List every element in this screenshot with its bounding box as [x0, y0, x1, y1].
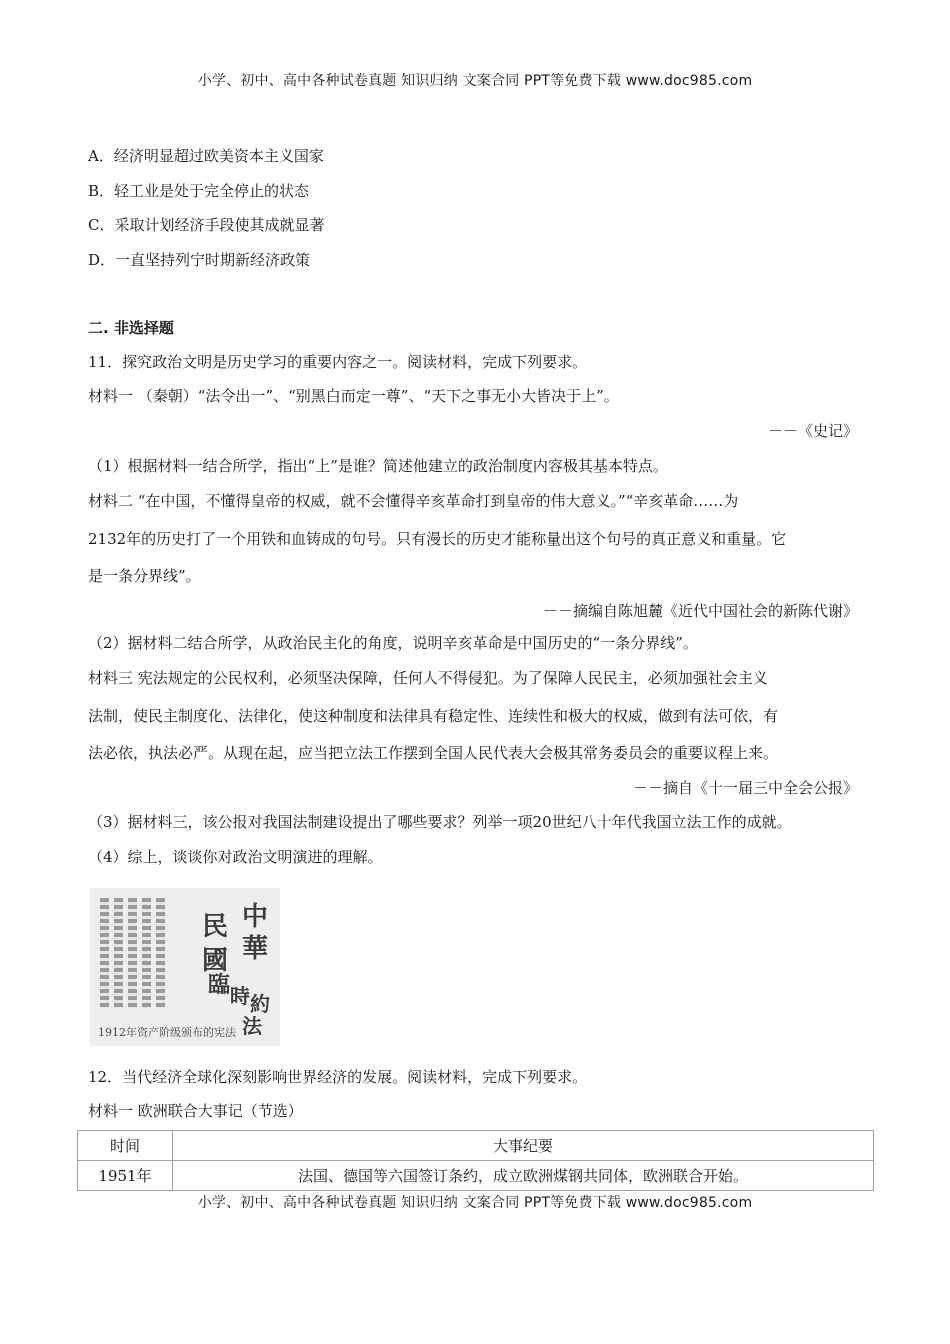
- q11-part-3: （3）据材料三，该公报对我国法制建设提出了哪些要求？列举一项20世纪八十年代我国立法工作的成就。: [88, 813, 792, 831]
- table-header-time: 时间: [78, 1131, 173, 1161]
- q11-material-3-source: －－摘自《十一届三中全会公报》: [632, 779, 858, 797]
- q11-part-2: （2）据材料二结合所学，从政治民主化的角度，说明辛亥革命是中国历史的“一条分界线”。: [88, 634, 698, 652]
- constitution-photo: [90, 888, 280, 1046]
- photo-text-column: [114, 898, 123, 1008]
- option-c: C．采取计划经济手段使其成就显著: [88, 216, 325, 234]
- photo-text-column: [128, 898, 137, 1008]
- q11-material-3-line-2: 法制，使民主制度化、法律化，使这种制度和法律具有稳定性、连续性和极大的权威，做到有法可依，有: [88, 707, 779, 725]
- photo-stamp-char: 國: [202, 946, 229, 976]
- option-b: B．轻工业是处于完全停止的状态: [88, 182, 310, 200]
- option-d: D．一直坚持列宁时期新经济政策: [88, 251, 311, 269]
- table-row: [78, 1161, 874, 1191]
- q11-material-2-line-3: 是一条分界线”。: [88, 567, 201, 585]
- q11-material-2-line-1: 材料二 “在中国，不懂得皇帝的权威，就不会懂得辛亥革命打到皇帝的伟大意义。”“辛亥革命……为: [88, 492, 739, 510]
- photo-stamp-char: 中: [242, 902, 269, 932]
- q11-material-2-source: －－摘编自陈旭麓《近代中国社会的新陈代谢》: [542, 602, 858, 620]
- q11-material-2-line-2: 2132年的历史打了一个用铁和血铸成的句号。只有漫长的历史才能称量出这个句号的真正意义和重量。它: [88, 530, 787, 548]
- photo-stamp-char: 法: [242, 1014, 262, 1038]
- q11-material-1-source: －－《史记》: [767, 422, 858, 440]
- photo-text-column: [156, 898, 165, 1008]
- table-cell-event: 法国、德国等六国签订条约，成立欧洲煤钢共同体，欧洲联合开始。: [173, 1161, 874, 1191]
- q11-material-1: 材料一 （秦朝）“法令出一”、“别黑白而定一尊”、“天下之事无小大皆决于上”。: [88, 387, 619, 405]
- q11-part-1: （1）根据材料一结合所学，指出“上”是谁？简述他建立的政治制度内容极其基本特点。: [88, 457, 668, 475]
- page-header: 小学、初中、高中各种试卷真题 知识归纳 文案合同 PPT等免费下载 www.doc985.com: [197, 73, 753, 89]
- table-header-event: 大事纪要: [173, 1131, 874, 1161]
- photo-text-column: [142, 898, 151, 1008]
- q12-material-1-title: 材料一 欧洲联合大事记（节选）: [88, 1102, 303, 1120]
- section-title: 二. 非选择题: [88, 319, 174, 337]
- photo-stamp-char: 臨: [208, 972, 231, 998]
- table-cell-time: 1951年: [78, 1161, 173, 1191]
- q11-stem: 11．探究政治文明是历史学习的重要内容之一。阅读材料，完成下列要求。: [88, 353, 588, 371]
- eu-events-table: [77, 1130, 874, 1191]
- page-footer: 小学、初中、高中各种试卷真题 知识归纳 文案合同 PPT等免费下载 www.doc985.com: [197, 1195, 753, 1211]
- photo-stamp-char: 民: [202, 912, 229, 942]
- photo-stamp-char: 約: [250, 992, 270, 1016]
- q12-stem: 12．当代经济全球化深刻影响世界经济的发展。阅读材料，完成下列要求。: [88, 1068, 588, 1086]
- table-header-row: [78, 1131, 874, 1161]
- photo-stamp-char: 華: [242, 934, 269, 964]
- q11-part-4: （4）综上，谈谈你对政治文明演进的理解。: [88, 848, 383, 866]
- option-a: A．经济明显超过欧美资本主义国家: [88, 147, 324, 165]
- q11-material-3-line-1: 材料三 宪法规定的公民权利，必须坚决保障，任何人不得侵犯。为了保障人民民主，必须加强社会主义: [88, 669, 768, 687]
- photo-caption: 1912年资产阶级颁布的宪法: [98, 1026, 236, 1039]
- q11-material-3-line-3: 法必依，执法必严。从现在起，应当把立法工作摆到全国人民代表大会极其常务委员会的重要议程上来。: [88, 744, 779, 762]
- photo-text-column: [100, 898, 109, 1008]
- photo-stamp-char: 時: [230, 984, 250, 1008]
